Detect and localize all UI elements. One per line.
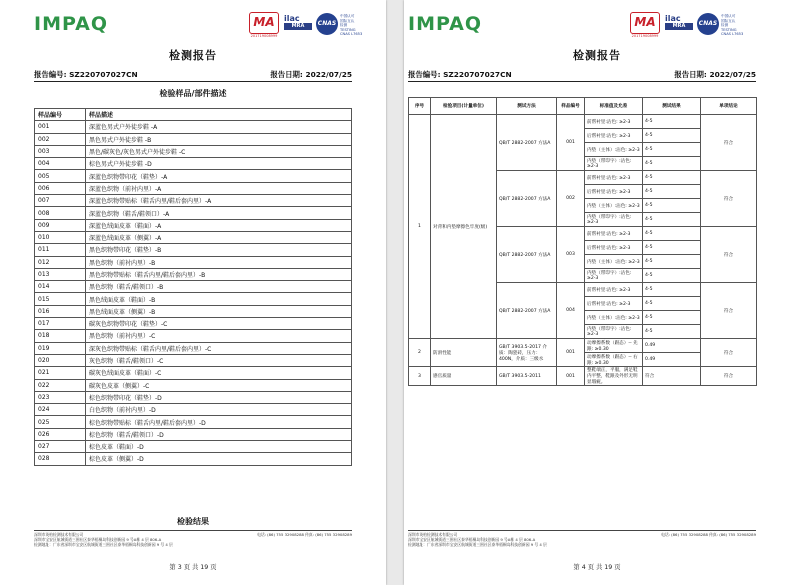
sample-number-cell: 005 xyxy=(35,170,86,182)
report-date: 报告日期: 2022/07/25 xyxy=(674,70,756,79)
result-cell: 4-5 xyxy=(643,311,701,325)
cma-label: MA xyxy=(253,15,275,29)
sample-description-table xyxy=(34,108,352,466)
verdict-cell: 符合 xyxy=(701,171,757,227)
table-row xyxy=(35,195,352,207)
section-title: 检验样品/部件描述 xyxy=(159,89,227,98)
sample-number-cell: 027 xyxy=(35,441,86,453)
sample-description-cell: 碳灰色织物带印花（鞋垫）-C xyxy=(86,318,352,330)
table-row xyxy=(35,133,352,145)
ilac-label: ilac xyxy=(284,14,300,23)
sample-number-cell: 004 xyxy=(557,283,585,339)
report-date: 报告日期: 2022/07/25 xyxy=(270,70,352,79)
result-cell: 4-5 xyxy=(643,255,701,269)
table-row xyxy=(35,428,352,440)
column-header: 测试方法 xyxy=(497,98,557,115)
sample-number-cell: 003 xyxy=(35,145,86,157)
verdict-cell: 符合 xyxy=(701,283,757,339)
verdict-cell: 符合 xyxy=(701,227,757,283)
requirement-cell: 内垫（主体）:沾色: ≥2-3 xyxy=(585,255,643,269)
divider xyxy=(34,81,352,82)
sample-description-cell: 黑色绒面皮革（侧翼）-B xyxy=(86,305,352,317)
table-row xyxy=(35,441,352,453)
sample-number-cell: 004 xyxy=(35,158,86,170)
sample-description-cell: 黑色织物带贴标（鞋舌内里/鞋后套内里）-B xyxy=(86,268,352,280)
ilac-label: ilac xyxy=(665,14,681,23)
result-cell: 符合 xyxy=(643,367,701,386)
sample-number-cell: 006 xyxy=(35,182,86,194)
cma-number: 201719008999 xyxy=(631,34,659,38)
sample-description-cell: 深蓝色织物带印花（鞋垫）-A xyxy=(86,170,352,182)
verdict-cell: 符合 xyxy=(701,115,757,171)
result-cell: 4-5 xyxy=(643,157,701,171)
table-row xyxy=(35,305,352,317)
sample-number-cell: 008 xyxy=(35,207,86,219)
sample-description-cell: 棕色皮革（侧翼）-D xyxy=(86,453,352,465)
result-cell: 4-5 xyxy=(643,129,701,143)
ilac-mra-logo xyxy=(284,14,312,34)
requirement-cell: 后帮衬里:沾色: ≥2-3 xyxy=(585,129,643,143)
table-row xyxy=(35,354,352,366)
table-row xyxy=(35,379,352,391)
sample-description-cell: 黑色织物（前衬内里）-B xyxy=(86,256,352,268)
result-cell: 4-5 xyxy=(643,269,701,283)
table-row xyxy=(35,318,352,330)
column-header: 测试结果 xyxy=(643,98,701,115)
report-page-3 xyxy=(0,0,386,585)
table-row xyxy=(35,158,352,170)
test-results-table xyxy=(408,97,757,386)
sample-number-cell: 028 xyxy=(35,453,86,465)
table-row xyxy=(35,182,352,194)
page-footer: 深圳市英柏检测技术有限公司 深圳市宝安区航城街道三围社区泰华梧桐岛科技创新园 9 号A栋 4 层 806-A 检测地址：广东省深圳市宝安区航城街道三围社区泰华梧桐岛科技创新园 9 号 4 层 电话: (86) 755 32908288 传真: (86) 755 32908289 xyxy=(408,532,756,547)
column-header: 样品编号 xyxy=(35,109,86,121)
requirement-cell: 后帮衬里:沾色: ≥2-3 xyxy=(585,297,643,311)
sample-description-cell: 碳灰色皮革（侧翼）-C xyxy=(86,379,352,391)
cnas-logo: CNAS xyxy=(316,13,338,35)
impaq-logo: IMPAQ xyxy=(408,13,483,35)
test-item-cell: 防滑性能 xyxy=(431,339,497,367)
table-row xyxy=(35,293,352,305)
table-row xyxy=(409,339,757,353)
sample-number-cell: 014 xyxy=(35,281,86,293)
test-method-cell: QB/T 2882-2007 方法A xyxy=(497,227,557,283)
table-row xyxy=(409,367,757,386)
sample-number-cell: 002 xyxy=(35,133,86,145)
next-section-title: 检验结果 xyxy=(177,517,209,526)
sample-number-cell: 001 xyxy=(557,115,585,171)
sample-number-cell: 026 xyxy=(35,428,86,440)
report-number: 报告编号: SZ220707027CN xyxy=(408,70,512,79)
table-row xyxy=(35,404,352,416)
report-title: 检测报告 xyxy=(573,49,621,62)
table-row xyxy=(35,281,352,293)
footer-phone: 电话: (86) 755 32908288 传真: (86) 755 32908289 xyxy=(661,532,756,537)
sample-description-cell: 棕色织物带贴标（鞋舌内里/鞋后套内里）-D xyxy=(86,416,352,428)
result-cell: 0.49 xyxy=(643,353,701,367)
divider xyxy=(408,81,756,82)
column-header: 序号 xyxy=(409,98,431,115)
table-row xyxy=(35,244,352,256)
column-header: 样品编号 xyxy=(557,98,585,115)
sample-description-cell: 黑色男式户外徒步鞋 -B xyxy=(86,133,352,145)
requirement-cell: 动摩擦系数（跟态）-- 先跟: ≥0.30 xyxy=(585,339,643,353)
requirement-cell: 后帮衬里:沾色: ≥2-3 xyxy=(585,241,643,255)
cma-number: 201719008999 xyxy=(250,34,278,38)
page-number: 第 4 页 共 19 页 xyxy=(573,564,621,571)
requirement-cell: 前帮衬里:沾色: ≥2-3 xyxy=(585,227,643,241)
result-cell: 4-5 xyxy=(643,241,701,255)
result-cell: 4-5 xyxy=(643,227,701,241)
column-header: 样品描述 xyxy=(86,109,352,121)
test-method-cell: QB/T 2882-2007 方法A xyxy=(497,171,557,227)
test-item-cell: 对背和内垫摩擦色牢度(级) xyxy=(431,115,497,339)
requirement-cell: 整鞋端正，平服，满足鞋内平整，鞋跟及外形无明显瑕疵。 xyxy=(585,367,643,386)
item-number-cell: 2 xyxy=(409,339,431,367)
sample-number-cell: 024 xyxy=(35,404,86,416)
impaq-logo: IMPAQ xyxy=(34,13,109,35)
cnas-text: 中国认可 国际互认 检测 TESTING CNAS L7653 xyxy=(340,14,363,37)
sample-description-cell: 深蓝色织物（鞋舌/鞋领口）-A xyxy=(86,207,352,219)
verdict-cell: 符合 xyxy=(701,339,757,367)
requirement-cell: 动摩擦系数（跟态）-- 右跟: ≥0.30 xyxy=(585,353,643,367)
requirement-cell: 前帮衬里:沾色: ≥2-3 xyxy=(585,283,643,297)
sample-number-cell: 020 xyxy=(35,354,86,366)
sample-number-cell: 009 xyxy=(35,219,86,231)
table-row xyxy=(35,416,352,428)
column-header: 检验项目(计量单位) xyxy=(431,98,497,115)
table-row xyxy=(35,268,352,280)
table-row xyxy=(35,207,352,219)
requirement-cell: 内垫（带印字）:沾色: ≥2-3 xyxy=(585,269,643,283)
sample-description-cell: 黑色织物（鞋舌/鞋领口）-B xyxy=(86,281,352,293)
sample-number-cell: 001 xyxy=(557,367,585,386)
sample-description-cell: 深蓝色织物带贴标（鞋舌内里/鞋后套内里）-A xyxy=(86,195,352,207)
mra-label: MRA xyxy=(284,23,312,30)
sample-description-cell: 深蓝色男式户外徒步鞋 -A xyxy=(86,121,352,133)
sample-number-cell: 015 xyxy=(35,293,86,305)
result-cell: 0.49 xyxy=(643,339,701,353)
table-row xyxy=(35,453,352,465)
result-cell: 4-5 xyxy=(643,171,701,185)
footer-phone: 电话: (86) 755 32908288 传真: (86) 755 32908289 xyxy=(257,532,352,537)
sample-description-cell: 黑色织物带印花（鞋垫）-B xyxy=(86,244,352,256)
cnas-logo: CNAS xyxy=(697,13,719,35)
sample-description-cell: 深蓝色织物（前衬内里）-A xyxy=(86,182,352,194)
page-number: 第 3 页 共 19 页 xyxy=(169,564,217,571)
test-method-cell: GB/T 3903.5-2011 xyxy=(497,367,557,386)
mra-label: MRA xyxy=(665,23,693,30)
sample-description-cell: 棕色皮革（鞋面）-D xyxy=(86,441,352,453)
sample-number-cell: 019 xyxy=(35,342,86,354)
result-cell: 4-5 xyxy=(643,283,701,297)
report-number: 报告编号: SZ220707027CN xyxy=(34,70,138,79)
sample-number-cell: 001 xyxy=(557,339,585,367)
sample-description-cell: 黑色绒面皮革（鞋面）-B xyxy=(86,293,352,305)
cma-label: MA xyxy=(634,15,656,29)
result-cell: 4-5 xyxy=(643,199,701,213)
result-cell: 4-5 xyxy=(643,185,701,199)
result-cell: 4-5 xyxy=(643,115,701,129)
cma-logo xyxy=(630,12,660,38)
requirement-cell: 内垫（主体）:沾色: ≥2-3 xyxy=(585,311,643,325)
sample-number-cell: 016 xyxy=(35,305,86,317)
sample-number-cell: 017 xyxy=(35,318,86,330)
sample-description-cell: 黑色/碳灰色/灰色男式户外徒步鞋 -C xyxy=(86,145,352,157)
requirement-cell: 内垫（带印字）:沾色: ≥2-3 xyxy=(585,213,643,227)
sample-number-cell: 021 xyxy=(35,367,86,379)
sample-number-cell: 023 xyxy=(35,391,86,403)
sample-description-cell: 黑色织物（前衬内里）-C xyxy=(86,330,352,342)
sample-number-cell: 007 xyxy=(35,195,86,207)
requirement-cell: 前帮衬里:沾色: ≥2-3 xyxy=(585,171,643,185)
sample-number-cell: 010 xyxy=(35,231,86,243)
requirement-cell: 内垫（主体）:沾色: ≥2-3 xyxy=(585,199,643,213)
sample-description-cell: 白色织物（前衬内里）-D xyxy=(86,404,352,416)
cma-logo xyxy=(249,12,279,38)
requirement-cell: 内垫（带印字）:沾色: ≥2-3 xyxy=(585,157,643,171)
test-method-cell: QB/T 2882-2007 方法A xyxy=(497,283,557,339)
cnas-text: 中国认可 国际互认 检测 TESTING CNAS L7653 xyxy=(721,14,744,37)
sample-number-cell: 013 xyxy=(35,268,86,280)
column-header: 标准值及允差 xyxy=(585,98,643,115)
sample-number-cell: 025 xyxy=(35,416,86,428)
sample-description-cell: 深蓝色绒面皮革（侧翼）-A xyxy=(86,231,352,243)
column-header: 单项结论 xyxy=(701,98,757,115)
table-row xyxy=(35,367,352,379)
sample-description-cell: 棕色男式户外徒步鞋 -D xyxy=(86,158,352,170)
table-row xyxy=(35,170,352,182)
sample-number-cell: 011 xyxy=(35,244,86,256)
page-header xyxy=(404,0,790,42)
item-number-cell: 3 xyxy=(409,367,431,386)
sample-description-cell: 深蓝色绒面皮革（鞋面）-A xyxy=(86,219,352,231)
table-row xyxy=(409,115,757,129)
table-row xyxy=(35,219,352,231)
sample-number-cell: 018 xyxy=(35,330,86,342)
sample-description-cell: 碳灰色绒面皮革（鞋面）-C xyxy=(86,367,352,379)
result-cell: 4-5 xyxy=(643,143,701,157)
ilac-mra-logo xyxy=(665,14,693,34)
table-row xyxy=(35,231,352,243)
table-row xyxy=(35,391,352,403)
test-method-cell: GB/T 3903.5-2017 介质：陶瓷砖，压力：400N，介质：三级水 xyxy=(497,339,557,367)
sample-number-cell: 012 xyxy=(35,256,86,268)
sample-description-cell: 灰色织物（鞋舌/鞋领口）-C xyxy=(86,354,352,366)
sample-number-cell: 002 xyxy=(557,171,585,227)
sample-description-cell: 棕色织物带印花（鞋垫）-D xyxy=(86,391,352,403)
sample-number-cell: 001 xyxy=(35,121,86,133)
table-row xyxy=(35,342,352,354)
result-cell: 4-5 xyxy=(643,325,701,339)
table-row xyxy=(35,145,352,157)
test-method-cell: QB/T 2882-2007 方法A xyxy=(497,115,557,171)
table-row xyxy=(35,256,352,268)
requirement-cell: 后帮衬里:沾色: ≥2-3 xyxy=(585,185,643,199)
sample-number-cell: 003 xyxy=(557,227,585,283)
verdict-cell: 符合 xyxy=(701,367,757,386)
report-title: 检测报告 xyxy=(169,49,217,62)
item-number-cell: 1 xyxy=(409,115,431,339)
result-cell: 4-5 xyxy=(643,213,701,227)
requirement-cell: 前帮衬里:沾色: ≥2-3 xyxy=(585,115,643,129)
report-page-4 xyxy=(404,0,790,585)
sample-description-cell: 棕色织物（鞋舌/鞋领口）-D xyxy=(86,428,352,440)
page-footer: 深圳市英柏检测技术有限公司 深圳市宝安区航城街道三围社区泰华梧桐岛科技创新园 9 号A栋 4 层 806-A 检测地址：广东省深圳市宝安区航城街道三围社区泰华梧桐岛科技创新园 9 号 4 层 电话: (86) 755 32908288 传真: (86) 755 32908289 xyxy=(34,532,352,547)
result-cell: 4-5 xyxy=(643,297,701,311)
table-row xyxy=(35,121,352,133)
requirement-cell: 内垫（主体）:沾色: ≥2-3 xyxy=(585,143,643,157)
sample-number-cell: 022 xyxy=(35,379,86,391)
page-header xyxy=(0,0,386,42)
requirement-cell: 内垫（带印字）:沾色: ≥2-3 xyxy=(585,325,643,339)
test-item-cell: 感官质量 xyxy=(431,367,497,386)
table-row xyxy=(35,330,352,342)
sample-description-cell: 深灰色织物带贴标（鞋舌内里/鞋后套内里）-C xyxy=(86,342,352,354)
